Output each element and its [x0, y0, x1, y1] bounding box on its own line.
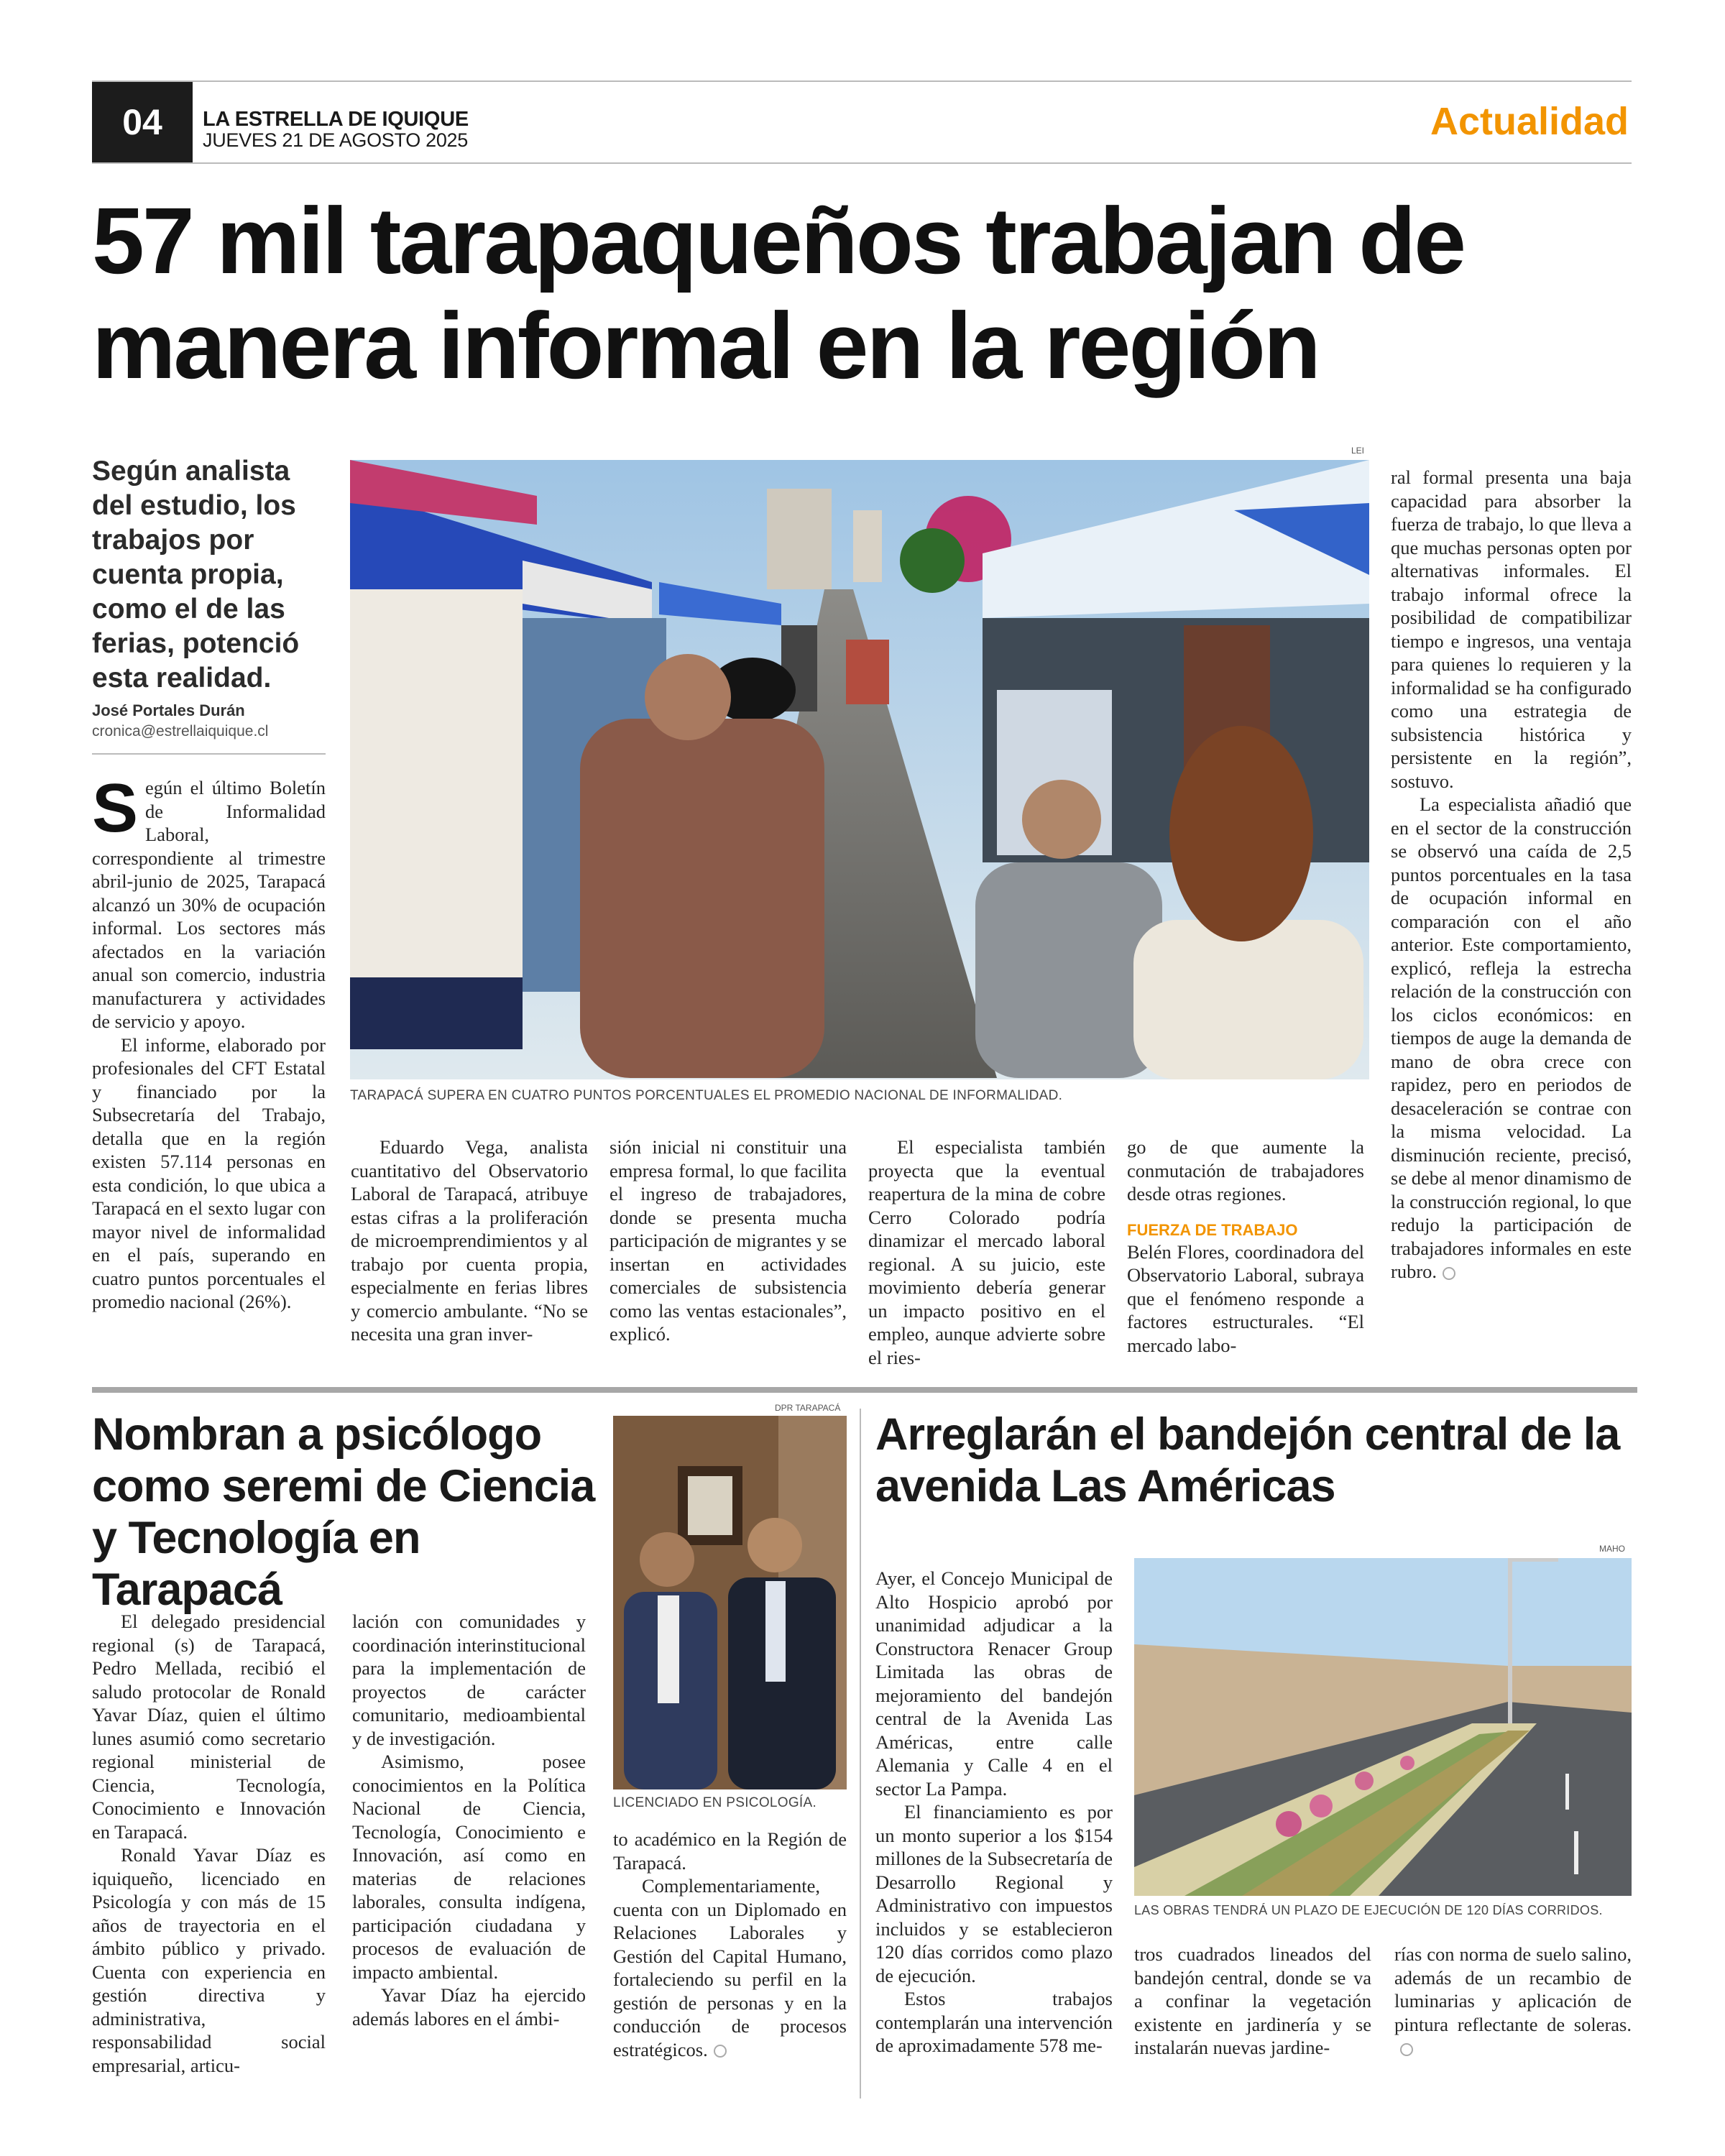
story3-col-3	[1394, 1943, 1632, 2060]
story2-col1-p1: El delegado presidencial regional (s) de Tarapacá, Pedro Mellada, recibió el saludo protocolar de Ronald Yavar Díaz, quien el último lunes asumió como secretario regional ministerial de Ciencia, Tecnología, Conocimiento e Innovación en Tarapacá.	[92, 1611, 326, 1843]
seremi-photo	[613, 1416, 847, 1789]
headline-line-2: manera informal en la región	[92, 292, 1319, 398]
main-col-4	[868, 1135, 1105, 1369]
header-rule-bottom	[92, 162, 1632, 164]
story2-photo-caption: LICENCIADO EN PSICOLOGÍA.	[613, 1795, 817, 1810]
header-rule-top	[92, 80, 1632, 82]
story2-col2-p2: Asimismo, posee conocimientos en la Política Nacional de Ciencia, Tecnología, Conocimiento e Innovación, así como en materias de relaciones laborales, consulta indígena, participación ciudadana y procesos de evaluación de impacto ambiental.	[352, 1751, 586, 1983]
main-col5-p2: Belén Flores, coordinadora del Observatorio Laboral, subraya que el fenómeno responde a factores estructurales. “El mercado labo-	[1127, 1240, 1364, 1356]
section-label: Actualidad	[1430, 100, 1629, 143]
main-col2-p1: Eduardo Vega, analista cuantitativo del Observatorio Laboral de Tarapacá, atribuye estas cifras a la proliferación de microemprendimientos y al trabajo por cuenta propia, especialmente en ferias libres y comercio ambulante. “No se necesita una gran inver-	[351, 1136, 588, 1345]
dropcap: S	[92, 770, 139, 847]
issue-date: JUEVES 21 DE AGOSTO 2025	[203, 129, 468, 151]
story3-headline: Arreglarán el bandejón central de la avenida Las Américas	[875, 1409, 1620, 1511]
main-col6-p1: ral formal presenta una baja capacidad para absorber la fuerza de trabajo, lo que lleva a que muchas personas opten por alternativas informales. El trabajo informal ofrece la posibilidad de compatibilizar tiempo e ingresos, una ventaja para quienes lo requieren y la informalidad se ha configurado como una estrategia de subsistencia histórica y persistente en la región”, sostuvo.	[1391, 466, 1632, 792]
byline-author: José Portales Durán	[92, 701, 245, 719]
main-col-1	[92, 770, 326, 1314]
story2-col2-p1: lación con comunidades y coordinación interinstitucional para la implementación de proyectos de carácter comunitario, medioambiental y de investigación.	[352, 1611, 586, 1749]
page-number: 04	[122, 102, 162, 142]
page-number-box	[92, 82, 193, 162]
main-col1-p1: Según el último Boletín de Informalidad Laboral, correspondiente al trimestre abril-junio de 2025, Tarapacá alcanzó un 30% de ocupación informal. Los sectores más afectados en la variación anual son comercio, industria manufacturera y actividades de servicio y apoyo.	[92, 770, 326, 1032]
end-mark	[714, 2045, 727, 2058]
story2-col3-p2: Complementariamente, cuenta con un Diplomado en Relaciones Laborales y Gestión del Capital Humano, fortaleciendo su perfil en la gestión de personas y en la conducción de procesos estratégicos.	[613, 1875, 847, 2060]
section-separator	[92, 1387, 1637, 1393]
main-col-5	[1127, 1135, 1364, 1357]
story3-col-1	[875, 1567, 1113, 2058]
paper-name: LA ESTRELLA DE IQUIQUE	[203, 108, 469, 131]
end-mark	[1400, 2043, 1413, 2056]
story3-col1-p3: Estos trabajos contemplarán una intervención de aproximadamente 578 me-	[875, 1988, 1113, 2056]
story2-col-2	[352, 1610, 586, 2030]
market-photo	[350, 460, 1369, 1079]
story3-photo-caption: LAS OBRAS TENDRÁ UN PLAZO DE EJECUCIÓN DE 120 DÍAS CORRIDOS.	[1134, 1903, 1603, 1917]
story3-col1-p1: Ayer, el Concejo Municipal de Alto Hospicio aprobó por unanimidad adjudicar a la Constructora Renacer Group Limitada las obras de mejoramiento del bandejón central de la Avenida Las Américas, entre calle Alemania y Calle 4 en el sector La Pampa.	[875, 1567, 1113, 1800]
story3-photo-credit: MAHO	[1599, 1544, 1625, 1554]
story2-headline: Nombran a psicólogo como seremi de Ciencia y Tecnología en Tarapacá	[92, 1409, 595, 1615]
main-photo-caption: TARAPACÁ SUPERA EN CUATRO PUNTOS PORCENTUALES EL PROMEDIO NACIONAL DE INFORMALIDAD.	[350, 1088, 1063, 1103]
story2-col-1	[92, 1610, 326, 2077]
story2-photo-credit: DPR TARAPACÁ	[775, 1403, 841, 1413]
main-col-2	[351, 1135, 588, 1346]
avenue-render	[1134, 1558, 1632, 1896]
story2-col2-p3: Yavar Díaz ha ejercido además labores en el ámbi-	[352, 1984, 586, 2030]
end-mark	[1443, 1267, 1455, 1280]
main-col-3	[610, 1135, 847, 1346]
headline-line-1: 57 mil tarapaqueños trabajan de	[92, 188, 1465, 293]
column-rule	[860, 1409, 861, 2099]
main-photo-credit: LEI	[1351, 446, 1365, 456]
main-col-6	[1391, 466, 1632, 1284]
deck: Según analista del estudio, los trabajos por cuenta propia, como el de las ferias, potenció esta realidad.	[92, 456, 300, 694]
story3-col-2	[1134, 1943, 1371, 2060]
main-col1-p2: El informe, elaborado por profesionales del CFT Estatal y financiado por la Subsecretaría del Trabajo, detalla que en la región existen 57.114 personas en esta condición, lo que ubica a Tarapacá en el sexto lugar con mayor nivel de informalidad en el país, superando en cuatro puntos porcentuales el promedio nacional (26%).	[92, 1033, 326, 1312]
byline-divider	[92, 753, 326, 755]
main-col5-p1: go de que aumente la conmutación de trabajadores desde otras regiones.	[1127, 1136, 1364, 1204]
main-headline	[92, 188, 1637, 398]
subhead-fuerza: FUERZA DE TRABAJO	[1127, 1220, 1298, 1239]
byline-email: cronica@estrellaiquique.cl	[92, 723, 269, 740]
story2-col3-p1: to académico en la Región de Tarapacá.	[613, 1828, 847, 1874]
story2-col-3	[613, 1828, 847, 2061]
story3-col3-p1: rías con norma de suelo salino, además de un recambio de luminarias y aplicación de pintura reflectante de soleras.	[1394, 1943, 1632, 2060]
story2-col1-p2: Ronald Yavar Díaz es iquiqueño, licenciado en Psicología y con más de 15 años de trayectoria en el ámbito público y privado. Cuenta con experiencia en gestión directiva y administrativa, responsabilidad social empresarial, articu-	[92, 1844, 326, 2076]
story3-col1-p2: El financiamiento es por un monto superior a los $154 millones de la Subsecretaría de Desarrollo Regional y Administrativo con impuestos incluidos y se establecieron 120 días corridos como plazo de ejecución.	[875, 1801, 1113, 1986]
story3-col2-p1: tros cuadrados lineados del bandejón central, donde se va a confinar la vegetación existente en jardinería y se instalarán nuevas jardine-	[1134, 1943, 1371, 2058]
main-col3-p1: sión inicial ni constituir una empresa formal, lo que facilita el ingreso de trabajadores, donde se presenta mucha participación de migrantes y se insertan en actividades comerciales de subsistencia como las ventas estacionales”, explicó.	[610, 1136, 847, 1345]
main-col4-p1: El especialista también proyecta que la eventual reapertura de la mina de cobre Cerro Colorado podría dinamizar el mercado laboral regional. A su juicio, este movimiento debería generar un impacto positivo en el empleo, aunque advierte sobre el ries-	[868, 1136, 1105, 1368]
main-col6-p2: La especialista añadió que en el sector de la construcción se observó una caída de 2,5 puntos porcentuales en la tasa de ocupación informal en comparación con el año anterior. Este comportamiento, explicó, refleja la estrecha relación de la construcción con los ciclos económicos: en tiempos de auge la demanda de mano de obra crece con rapidez, pero en periodos de desaceleración se contrae con la misma velocidad. La disminución reciente, precisó, se debe al menor dinamismo de la construcción regional, lo que redujo la participación de trabajadores informales en este rubro.	[1391, 793, 1632, 1282]
